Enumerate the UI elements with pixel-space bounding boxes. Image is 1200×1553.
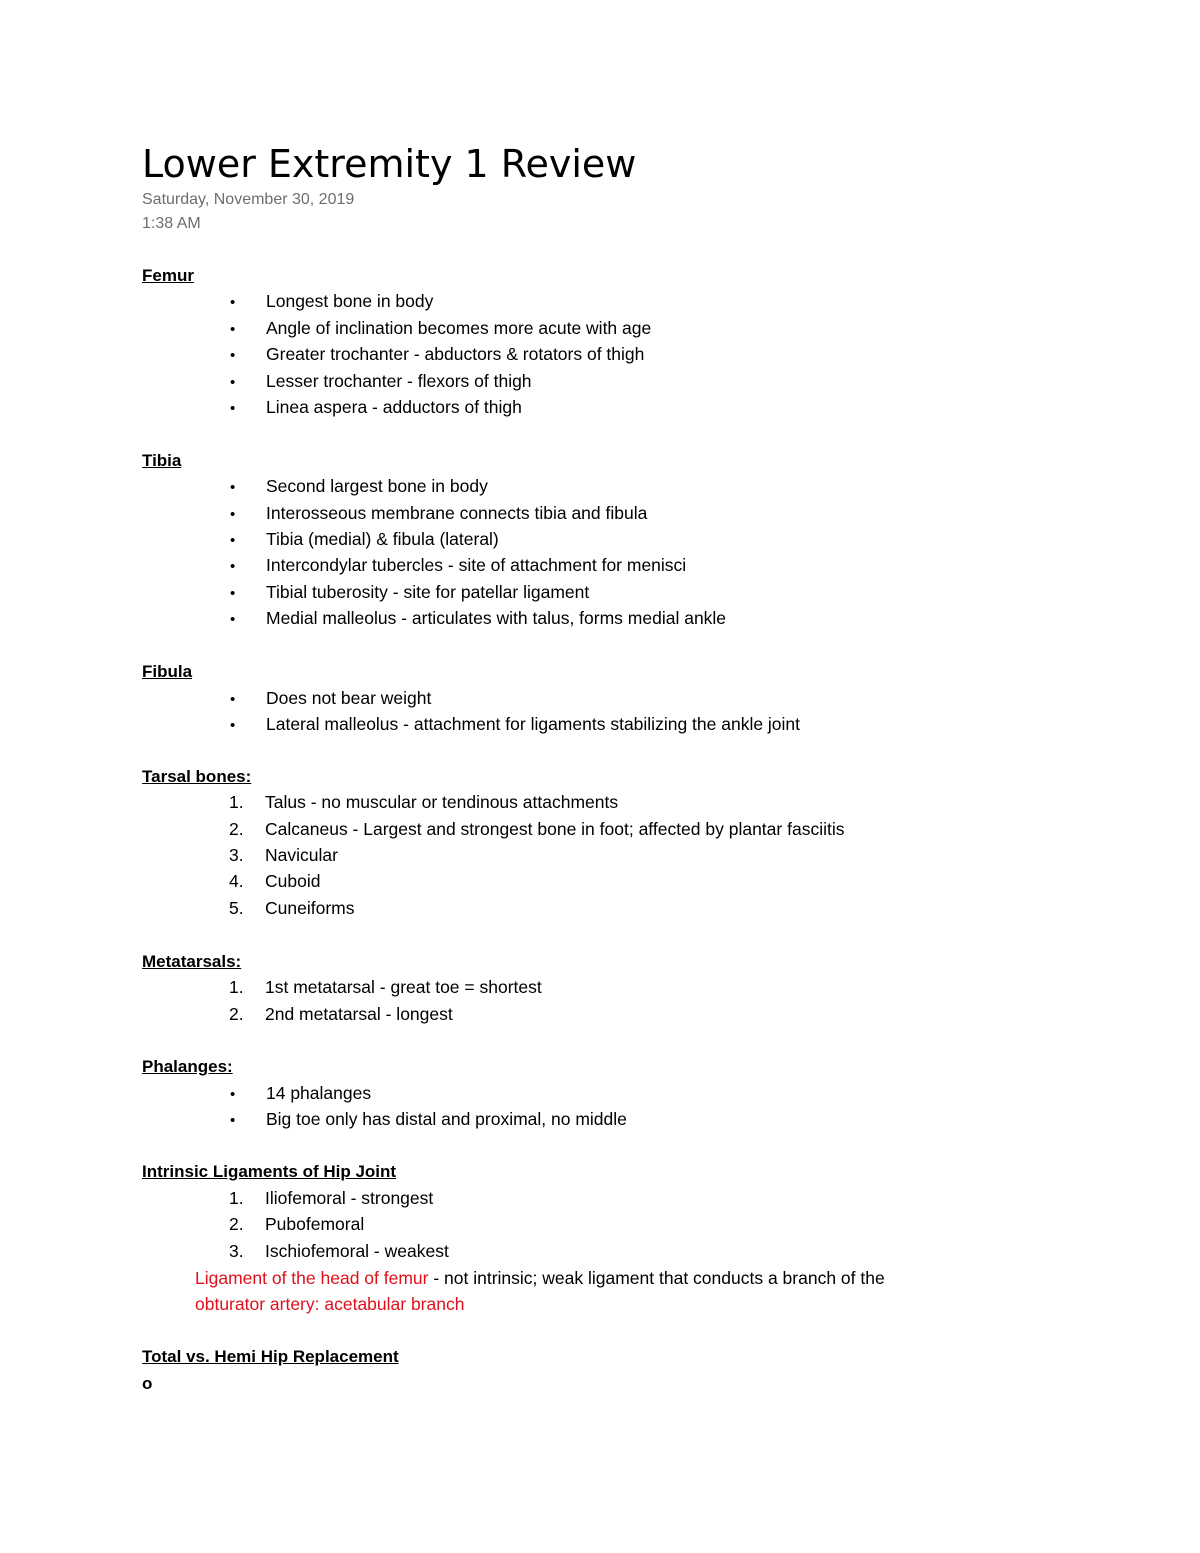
page-title: Lower Extremity 1 Review — [142, 142, 637, 186]
list-item-text: Medial malleolus - articulates with talus, forms medial ankle — [266, 608, 727, 628]
list-item — [229, 1081, 371, 1105]
bullet-marker: • — [230, 532, 236, 549]
list-item-text: Talus - no muscular or tendinous attachments — [265, 792, 619, 812]
section-heading-phalanges: Phalanges: — [142, 1057, 233, 1076]
list-item-text: 1st metatarsal - great toe = shortest — [265, 977, 542, 997]
bullet-marker: • — [230, 1086, 236, 1103]
list-number: 3. — [229, 845, 244, 865]
bullet-marker: • — [230, 717, 236, 734]
list-item-text: Second largest bone in body — [266, 476, 488, 496]
list-item — [229, 553, 686, 577]
note-date: Saturday, November 30, 2019 — [142, 191, 355, 208]
section-heading-fibula: Fibula — [142, 662, 193, 681]
list-item-text: Longest bone in body — [266, 291, 434, 311]
list-item-text: Angle of inclination becomes more acute with age — [266, 318, 652, 338]
bullet-marker: • — [230, 585, 236, 602]
list-item — [229, 843, 338, 867]
list-item — [229, 817, 844, 841]
section-heading-intrinsic-ligaments: Intrinsic Ligaments of Hip Joint — [142, 1162, 397, 1181]
list-item-text: Navicular — [265, 845, 338, 865]
list-item — [229, 606, 726, 630]
section-heading-hip-replacement: Total vs. Hemi Hip Replacement — [142, 1347, 399, 1366]
list-item-text: Interosseous membrane connects tibia and fibula — [266, 503, 648, 523]
list-item — [229, 474, 488, 498]
list-number: 1. — [229, 792, 244, 812]
list-item-text: Cuneiforms — [265, 898, 355, 918]
list-item-text: 2nd metatarsal - longest — [265, 1004, 453, 1024]
bullet-marker: • — [230, 691, 236, 708]
list-number: 5. — [229, 898, 244, 918]
list-item-text: Linea aspera - adductors of thigh — [266, 397, 522, 417]
list-item-text: Ischiofemoral - weakest — [265, 1241, 449, 1261]
bullet-marker: • — [230, 321, 236, 338]
list-item — [229, 1212, 364, 1236]
list-item-text: Cuboid — [265, 871, 321, 891]
bullet-marker: • — [230, 400, 236, 417]
list-number: 1. — [229, 977, 244, 997]
highlighted-note-line-1 — [195, 1265, 885, 1291]
list-item-text: 14 phalanges — [266, 1083, 372, 1103]
list-item-text: Lesser trochanter - flexors of thigh — [266, 371, 532, 391]
bullet-marker: • — [230, 374, 236, 391]
list-item — [229, 316, 651, 340]
note-time: 1:38 AM — [142, 215, 201, 232]
bullet-marker: • — [230, 294, 236, 311]
list-number: 4. — [229, 871, 244, 891]
list-item-text: Iliofemoral - strongest — [265, 1188, 434, 1208]
list-item-text: Calcaneus - Largest and strongest bone in foot; affected by plantar fasciitis — [265, 819, 845, 839]
list-item-text: Big toe only has distal and proximal, no middle — [266, 1109, 627, 1129]
list-item — [229, 527, 499, 551]
note-red-lead: Ligament of the head of femur — [195, 1268, 429, 1288]
list-item-text: Does not bear weight — [266, 688, 432, 708]
list-item — [229, 1186, 433, 1210]
list-item-text: Greater trochanter - abductors & rotators of thigh — [266, 344, 645, 364]
section-heading-tibia: Tibia — [142, 451, 182, 470]
list-item — [229, 896, 354, 920]
list-item — [229, 869, 320, 893]
list-item — [229, 790, 618, 814]
list-item — [229, 395, 522, 419]
list-number: 2. — [229, 1004, 244, 1024]
list-item — [229, 501, 647, 525]
list-item — [229, 686, 431, 710]
list-item — [229, 289, 433, 313]
list-item — [229, 1239, 449, 1263]
bullet-marker: • — [230, 558, 236, 575]
section-heading-metatarsals: Metatarsals: — [142, 952, 242, 971]
list-item-text: Lateral malleolus - attachment for ligaments stabilizing the ankle joint — [266, 714, 801, 734]
list-item — [229, 342, 644, 366]
list-item — [229, 1002, 453, 1026]
list-item — [229, 975, 542, 999]
bullet-marker: • — [230, 1112, 236, 1129]
bullet-marker: • — [230, 506, 236, 523]
list-number: 3. — [229, 1241, 244, 1261]
list-item — [229, 712, 800, 736]
trailing-character: o — [142, 1374, 153, 1393]
bullet-marker: • — [230, 347, 236, 364]
list-number: 1. — [229, 1188, 244, 1208]
section-heading-tarsal-bones: Tarsal bones: — [142, 767, 252, 786]
list-item — [229, 1107, 627, 1131]
highlighted-note-line-2: obturator artery: acetabular branch — [195, 1294, 465, 1314]
list-number: 2. — [229, 819, 244, 839]
list-item-text: Tibia (medial) & fibula (lateral) — [266, 529, 499, 549]
list-item-text: Tibial tuberosity - site for patellar ligament — [266, 582, 590, 602]
list-item — [229, 580, 589, 604]
note-black-text: - not intrinsic; weak ligament that conducts a branch of the — [428, 1268, 885, 1288]
list-number: 2. — [229, 1214, 244, 1234]
bullet-marker: • — [230, 611, 236, 628]
list-item-text: Pubofemoral — [265, 1214, 365, 1234]
section-heading-femur: Femur — [142, 266, 194, 285]
list-item — [229, 369, 532, 393]
bullet-marker: • — [230, 479, 236, 496]
list-item-text: Intercondylar tubercles - site of attachment for menisci — [266, 555, 687, 575]
